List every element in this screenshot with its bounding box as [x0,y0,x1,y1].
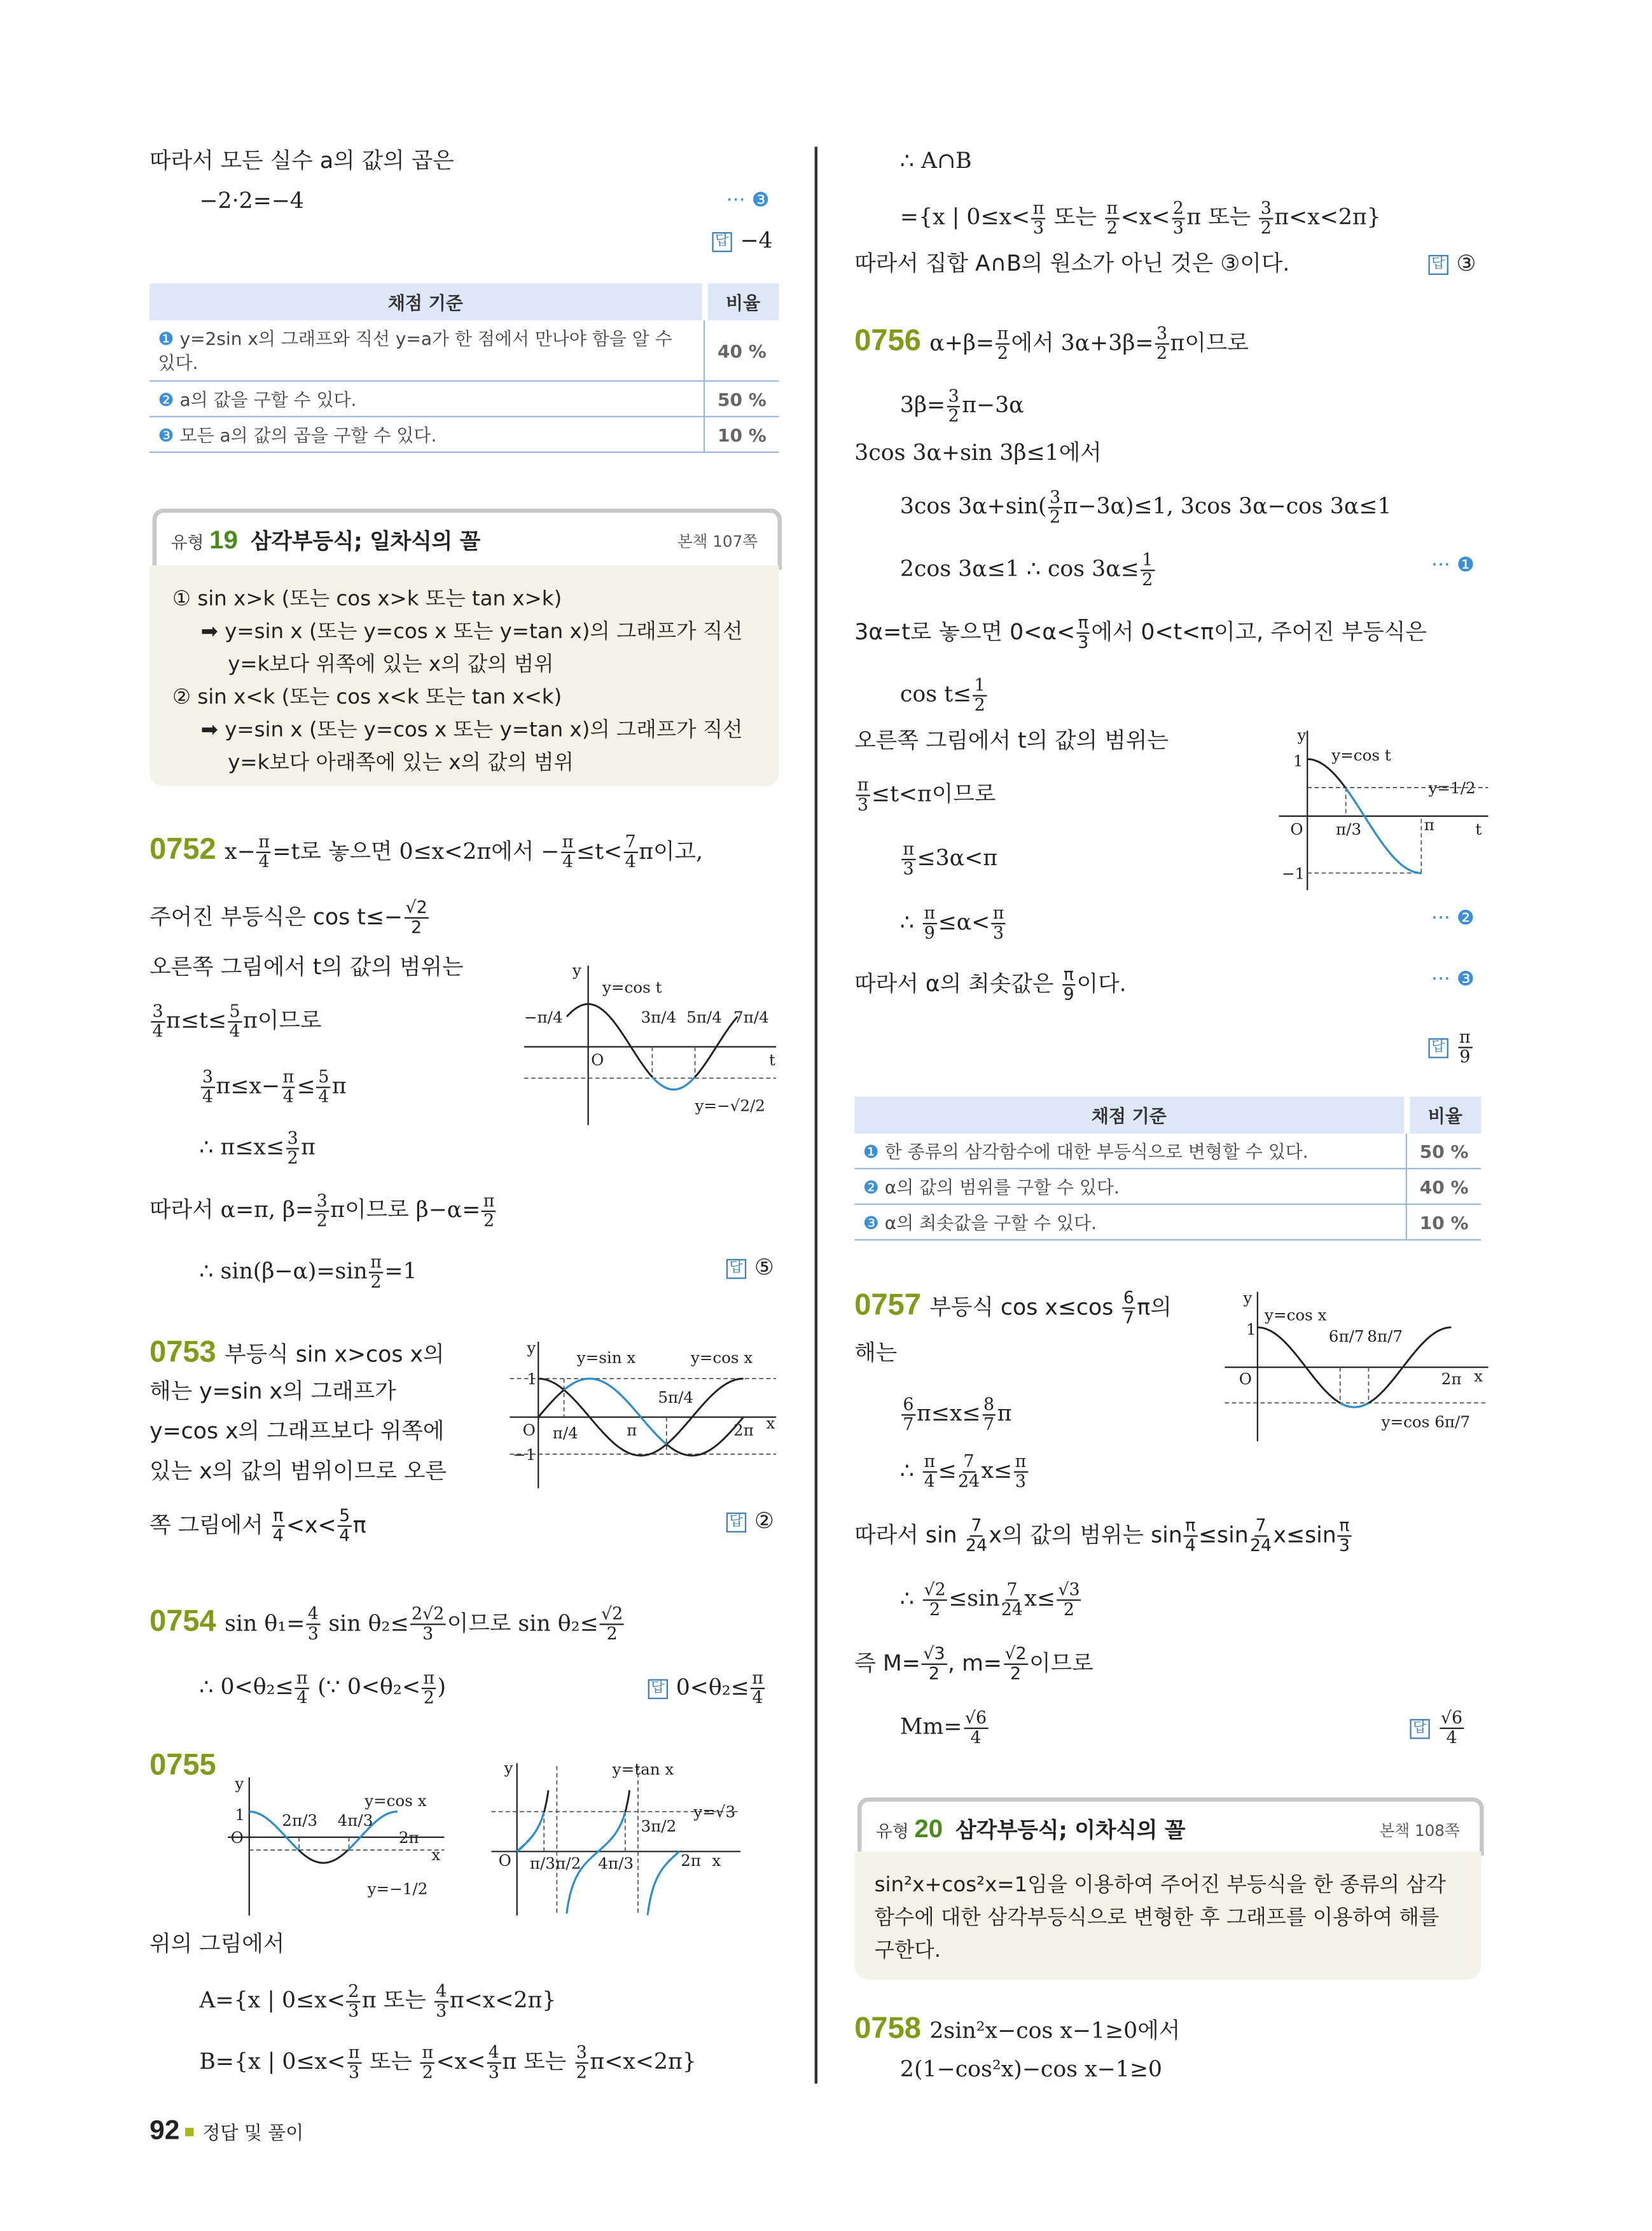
answer-icon: 답 [726,1259,746,1279]
problem-number: 0757 [854,1289,921,1322]
fraction: $\frac{\pi}{3}$ [1338,1515,1350,1555]
page-number: 92 [149,2116,180,2146]
math-line: A={x | 0≤x< $\frac{2}{3}$ π 또는 $\frac{4}{3}$ π<x<2π} [199,1981,557,2021]
answer-icon: 답 [1429,255,1448,275]
svg-text:4π/3: 4π/3 [337,1811,373,1830]
fraction: $\frac{3}{2}$ [947,387,961,426]
ratio: 50 % [704,381,779,417]
fraction: $\frac{\pi}{4}$ [1184,1515,1196,1555]
fraction: $\frac{3}{2}$ [1048,489,1062,527]
svg-text:π/2: π/2 [555,1854,581,1873]
criteria-text: 모든 a의 값의 곱을 구할 수 있다. [179,424,437,446]
fraction: $\frac{7}{24}$ [1250,1515,1272,1555]
svg-text:x: x [431,1845,441,1864]
svg-text:y=cos t: y=cos t [602,978,662,997]
svg-text:y=−√2/2: y=−√2/2 [695,1096,765,1115]
rule-line: 함수에 대한 삼각부등식으로 변형한 후 그래프를 이용하여 해를 [874,1907,1440,1930]
fraction: $\frac{\pi}{2}$ [369,1253,383,1291]
cos-highlight [1340,1403,1368,1407]
fraction: $\frac{5}{4}$ [338,1507,352,1545]
svg-text:x: x [766,1414,775,1433]
page-ref: 본책 108쪽 [1379,1821,1460,1840]
svg-text:−1: −1 [1281,864,1305,883]
text-line: 따라서 sin $\frac{7}{24}$ x의 값의 범위는 sin $\frac{\pi}{4}$ ≤sin $\frac{7}{24}$ x≤sin $\frac{\pi}{3}$ [854,1515,1350,1555]
svg-text:O: O [591,1050,604,1069]
fraction: $\frac{\pi}{2}$ [1105,199,1119,237]
rule-line: ② sin x<k (또는 cos x<k 또는 tan x<k) [172,686,562,709]
rule-line: ➡ y=sin x (또는 y=cos x 또는 y=tan x)의 그래프가 직선 [200,719,743,742]
graph-0757-labels [1239,1289,1483,1431]
svg-text:−1: −1 [512,1445,536,1464]
text-line: 주어진 부등식은 cos t≤− $\frac{√2}{2}$ [149,899,430,937]
answer-value: 0<θ₂≤ $\frac{\pi}{4}$ [676,1674,767,1700]
fraction: $\frac{√3}{2}$ [1057,1581,1081,1619]
fraction: $\frac{\pi}{4}$ [295,1669,309,1707]
math-line: x− $\frac{\pi}{4}$ =t로 놓으면 0≤x<2π에서 − $\frac{\pi}{4}$ ≤t< $\frac{7}{4}$ π이고, [225,831,704,872]
fraction: $\frac{4}{3}$ [434,1982,448,2020]
math-line: cos t≤ $\frac{1}{2}$ [900,676,988,714]
math-line: −2·2=−4 [199,188,304,214]
svg-text:2π: 2π [398,1828,419,1847]
problem-number: 0752 [149,832,216,866]
graph-0755-1-labels [231,1774,441,1898]
fraction: $\frac{4}{3}$ [487,2044,501,2082]
step-marker: ··· ❸ [1431,968,1475,992]
text-line: 위의 그림에서 [149,1931,285,1957]
svg-text:t: t [1475,819,1482,838]
math-line: B={x | 0≤x< $\frac{\pi}{3}$ 또는 $\frac{\pi}{2}$ <x< $\frac{4}{3}$ π 또는 $\frac{3}{2}$ π<x<2π} [199,2042,697,2083]
math-line: ∴ $\frac{\pi}{9}$ ≤α< $\frac{\pi}{3}$ [900,905,1007,943]
fraction: $\frac{√2}{2}$ [922,1581,947,1619]
svg-text:O: O [1239,1370,1252,1389]
fraction: $\frac{\pi}{2}$ [422,1669,436,1707]
math-line: $\frac{\pi}{3}$ ≤3α<π [900,840,997,879]
problem-number: 0754 [149,1604,216,1637]
math-line: $\frac{3}{4}$ π≤x− $\frac{\pi}{4}$ ≤ $\frac{5}{4}$ π [199,1068,346,1106]
fraction: $\frac{√2}{2}$ [404,899,429,937]
text-line: 따라서 모든 실수 a의 값의 곱은 [149,148,454,174]
step-marker: ❸ [863,1212,879,1234]
fraction: $\frac{\pi}{3}$ [1078,612,1089,653]
svg-text:y=cos x: y=cos x [690,1348,753,1367]
sin-highlight [564,1379,667,1444]
math-line: 3β= $\frac{3}{2}$ π−3α [899,386,1024,426]
svg-text:t: t [768,1050,775,1069]
svg-text:y=√3: y=√3 [693,1802,736,1821]
fraction: $\frac{6}{7}$ [1122,1289,1136,1327]
math-line: 따라서 α=π, β= $\frac{3}{2}$ π이므로 β−α= $\frac{\pi}{2}$ [149,1192,497,1230]
text-line: 따라서 α의 최솟값은 $\frac{\pi}{9}$ 이다. [854,964,1127,1004]
answer-value: ⑤ [754,1255,774,1281]
math-line: 3cos 3α+sin( $\frac{3}{2}$ π−3α)≤1, 3cos 3α−cos 3α≤1 [899,487,1392,527]
math-line: ∴ $\frac{√2}{2}$ ≤sin $\frac{7}{24}$ x≤ $\frac{√3}{2}$ [900,1581,1083,1619]
criteria-text: y=2sin x의 그래프와 직선 y=a가 한 점에서 만나야 함을 알 수 있다. [158,327,672,373]
text-line: 3α=t로 놓으면 0<α< $\frac{\pi}{3}$ 에서 0<t<π이고, 주어진 부등식은 [854,612,1427,653]
svg-text:1: 1 [235,1805,246,1824]
math-line: 2sin²x−cos x−1≥0에서 [929,2018,1181,2044]
svg-text:5π/4: 5π/4 [658,1388,694,1407]
step-marker: ··· ❶ [1431,553,1475,577]
fraction: $\frac{3}{2}$ [1155,324,1169,363]
svg-text:y=−1/2: y=−1/2 [367,1879,428,1898]
svg-text:2π: 2π [1441,1370,1462,1389]
text-line: 오른쪽 그림에서 t의 값의 범위는 [854,728,1169,754]
math-line: ={x | 0≤x< $\frac{\pi}{3}$ 또는 $\frac{\pi}{2}$ <x< $\frac{2}{3}$ π 또는 $\frac{3}{2}$ π<x<2π} [899,198,1381,238]
tan-highlight [517,1812,545,1851]
rule-line: sin²x+cos²x=1임을 이용하여 주어진 부등식을 한 종류의 삼각 [874,1874,1447,1898]
svg-text:x: x [1474,1366,1483,1386]
svg-text:O: O [230,1828,244,1847]
header-criteria: 채점 기준 [149,284,704,321]
step-marker: ❸ [158,424,174,446]
svg-text:O: O [522,1421,536,1440]
step-marker: ··· ❷ [1431,907,1475,930]
rule-line: 구한다. [874,1940,941,1963]
svg-text:1: 1 [1246,1319,1256,1338]
fraction: $\frac{7}{24}$ [1001,1579,1024,1620]
answer-icon: 답 [712,232,732,252]
fraction: $\frac{\pi}{9}$ [1458,1028,1472,1066]
svg-text:π: π [1424,816,1434,835]
answer-icon: 답 [1429,1038,1448,1057]
rule-line: ① sin x>k (또는 cos x>k 또는 tan x>k) [172,588,562,611]
criteria-text: 한 종류의 삼각함수에 대한 부등식으로 변형할 수 있다. [884,1141,1308,1162]
svg-text:1: 1 [1293,751,1303,770]
fraction: $\frac{5}{4}$ [317,1068,331,1106]
answer-icon: 답 [648,1678,668,1698]
svg-text:y: y [235,1774,244,1793]
svg-text:π/3: π/3 [1335,819,1362,838]
svg-text:O: O [498,1851,511,1870]
graph-0755-2-labels [499,1758,736,1872]
footer-label: 정답 및 풀이 [202,2123,304,2145]
math-line: α+β= $\frac{\pi}{2}$ 에서 3α+3β= $\frac{3}{2}$ π이므로 [929,323,1249,363]
fraction: $\frac{8}{7}$ [982,1396,996,1434]
fraction: $\frac{2√2}{3}$ [410,1605,446,1643]
svg-text:4π/3: 4π/3 [598,1854,634,1873]
math-line: ∴ $\frac{\pi}{4}$ ≤ $\frac{7}{24}$ x≤ $\frac{\pi}{3}$ [900,1453,1029,1491]
fraction: $\frac{7}{24}$ [958,1451,980,1492]
tan-highlight [648,1851,679,1915]
svg-text:y=cos x: y=cos x [364,1791,427,1810]
math-line: $\frac{3}{4}$ π≤t≤ $\frac{5}{4}$ π이므로 [149,1003,321,1041]
fraction: $\frac{2}{3}$ [347,1982,361,2020]
answer-value: ③ [1456,251,1476,277]
math-line: ∴ A∩B [899,148,972,174]
fraction: $\frac{\pi}{4}$ [272,1505,284,1546]
fraction: $\frac{\pi}{9}$ [1063,964,1074,1004]
svg-text:y=cos 6π/7: y=cos 6π/7 [1381,1412,1470,1431]
rule-line: y=k보다 아래쪽에 있는 x의 값의 범위 [228,752,574,775]
ratio: 50 % [1406,1134,1482,1169]
guide-lines [249,788,1489,1915]
svg-text:5π/4: 5π/4 [686,1008,722,1027]
svg-text:y: y [504,1758,513,1777]
fraction: $\frac{1}{2}$ [1141,551,1155,589]
header-ratio: 비율 [1406,1097,1482,1134]
page-ref: 본책 107쪽 [677,532,758,552]
fraction: $\frac{\pi}{2}$ [482,1192,496,1230]
problem-number: 0755 [149,1749,216,1782]
math-line: ∴ 0<θ₂≤ $\frac{\pi}{4}$ (∵ 0<θ₂< $\frac{\pi}{2}$ ) [199,1667,447,1708]
step-marker: ❶ [863,1141,879,1162]
svg-text:y: y [527,1338,536,1357]
fraction: $\frac{4}{3}$ [307,1605,321,1643]
fraction: $\frac{\pi}{3}$ [901,840,915,879]
fraction: $\frac{√2}{2}$ [600,1605,625,1643]
svg-text:2π: 2π [681,1851,701,1870]
text-line: 부등식 sin x>cos x의 [225,1341,445,1368]
type-title: 삼각부등식; 일차식의 꼴 [251,528,481,554]
fraction: $\frac{\pi}{2}$ [996,324,1010,363]
type-label: 유형 20 [875,1814,943,1844]
answer-icon: 답 [1410,1718,1429,1738]
fraction: $\frac{\pi}{4}$ [751,1669,765,1707]
text-line: 즉 M= $\frac{√3}{2}$ , m= $\frac{√2}{2}$ 이므로 [854,1643,1093,1684]
cos-highlight [652,1077,695,1090]
svg-text:2π: 2π [733,1421,754,1440]
math-line: $\frac{\pi}{3}$ ≤t<π이므로 [854,776,996,814]
svg-text:O: O [1290,819,1303,838]
text-line: y=cos x의 그래프보다 위쪽에 [149,1418,445,1445]
svg-text:3π/4: 3π/4 [641,1008,677,1027]
answer-value: ② [754,1508,774,1534]
fraction: $\frac{\pi}{3}$ [856,776,870,814]
svg-text:y=1/2: y=1/2 [1428,779,1476,798]
step-marker: ❷ [863,1176,879,1198]
math-line: $\frac{6}{7}$ π≤x≤ $\frac{8}{7}$ π [900,1396,1011,1434]
fraction: $\frac{\pi}{3}$ [1031,199,1045,237]
text-line: 해는 [854,1340,898,1366]
answer-value: −4 [740,228,773,254]
criteria-text: α의 값의 범위를 구할 수 있다. [884,1176,1120,1198]
text-line: 부등식 cos x≤cos $\frac{6}{7}$ π의 [929,1287,1172,1328]
math-line: sin θ₁= $\frac{4}{3}$ sin θ₂≤ $\frac{2√2}{3}$ 이므로 sin θ₂≤ $\frac{√2}{2}$ [225,1610,626,1636]
fraction: $\frac{\pi}{9}$ [922,905,936,943]
problem-number: 0758 [854,2012,921,2045]
graph-0756-labels [1282,726,1482,882]
fraction: $\frac{7}{4}$ [623,833,637,872]
svg-text:y=tan x: y=tan x [612,1760,674,1779]
svg-text:π/3: π/3 [529,1854,555,1873]
fraction: $\frac{\pi}{4}$ [257,833,271,872]
math-line: ∴ sin(β−α)=sin $\frac{\pi}{2}$ =1 [199,1251,417,1292]
svg-text:−π/4: −π/4 [524,1008,563,1027]
fraction: $\frac{3}{2}$ [575,2044,589,2082]
fraction: $\frac{\pi}{2}$ [420,2044,434,2082]
fraction: $\frac{7}{24}$ [965,1515,988,1555]
fraction: $\frac{√6}{4}$ [1440,1709,1464,1748]
svg-text:y: y [572,961,581,980]
svg-text:π/4: π/4 [552,1424,578,1443]
svg-text:7π/4: 7π/4 [733,1008,769,1027]
fraction: $\frac{1}{2}$ [973,676,987,714]
svg-text:x: x [712,1851,721,1870]
step-marker: ❷ [158,389,174,410]
svg-text:1: 1 [527,1370,538,1389]
fraction: $\frac{3}{4}$ [151,1003,165,1041]
svg-text:8π/7: 8π/7 [1367,1326,1403,1345]
svg-text:y=cos t: y=cos t [1331,746,1391,765]
step-marker: ❶ [158,327,174,349]
step-marker: ··· ❸ [726,189,770,212]
rule-line: y=k보다 위쪽에 있는 x의 값의 범위 [228,653,554,677]
math-line: ∴ π≤x≤ $\frac{3}{2}$ π [199,1128,316,1168]
header-ratio: 비율 [704,284,779,321]
ratio: 10 % [704,417,779,452]
fraction: $\frac{\pi}{3}$ [992,905,1006,943]
criteria-text: α의 최솟값을 구할 수 있다. [884,1212,1097,1234]
fraction: $\frac{3}{2}$ [315,1192,329,1230]
rule-line: ➡ y=sin x (또는 y=cos x 또는 y=tan x)의 그래프가 직선 [200,621,743,644]
svg-text:π: π [627,1421,637,1440]
answer-icon: 답 [726,1513,746,1533]
svg-text:3π/2: 3π/2 [641,1817,677,1836]
fraction: $\frac{3}{2}$ [286,1129,300,1167]
fraction: $\frac{6}{7}$ [901,1396,915,1434]
fraction: $\frac{\pi}{4}$ [561,833,575,872]
text-line: 오른쪽 그림에서 t의 값의 범위는 [149,954,464,980]
fraction: $\frac{√2}{2}$ [1003,1645,1028,1683]
svg-text:y=sin x: y=sin x [576,1348,636,1367]
fraction: $\frac{√6}{4}$ [964,1709,989,1748]
fraction: $\frac{5}{4}$ [228,1003,242,1041]
svg-text:2π/3: 2π/3 [282,1811,318,1830]
fraction: $\frac{3}{2}$ [1260,199,1274,237]
criteria-text: a의 값을 구할 수 있다. [179,389,357,410]
header-criteria: 채점 기준 [854,1097,1406,1134]
problem-number: 0756 [854,324,921,357]
ratio: 40 % [704,321,779,381]
math-line: 2(1−cos²x)−cos x−1≥0 [899,2056,1163,2083]
fraction: $\frac{\pi}{3}$ [1013,1453,1027,1491]
ratio: 10 % [1406,1204,1482,1240]
svg-text:y: y [1243,1288,1253,1307]
svg-text:y=cos x: y=cos x [1265,1305,1327,1324]
math-line: 3cos 3α+sin 3β≤1에서 [854,440,1102,466]
graph-0752-labels [524,961,775,1115]
math-line: 2cos 3α≤1 ∴ cos 3α≤ $\frac{1}{2}$ [900,551,1156,589]
fraction: $\frac{2}{3}$ [1172,199,1186,237]
type-title: 삼각부등식; 이차식의 꼴 [955,1817,1186,1844]
type-label: 유형 19 [170,525,238,554]
problem-number: 0753 [149,1335,216,1369]
text-line: 해는 y=sin x의 그래프가 [149,1379,396,1405]
svg-text:6π/7: 6π/7 [1328,1326,1364,1345]
ratio: 40 % [1406,1169,1482,1204]
fraction: $\frac{3}{4}$ [201,1068,215,1106]
fraction: $\frac{√3}{2}$ [922,1645,947,1683]
curves [249,759,1452,1915]
math-line: Mm= $\frac{√6}{4}$ [900,1709,990,1748]
text-line: 있는 x의 값의 범위이므로 오른 [149,1458,447,1484]
fraction: $\frac{\pi}{4}$ [281,1068,295,1106]
fraction: $\frac{\pi}{4}$ [922,1453,936,1491]
text-line: 쪽 그림에서 $\frac{\pi}{4}$ <x< $\frac{5}{4}$ π [149,1505,366,1546]
fraction: $\frac{\pi}{3}$ [347,2044,361,2082]
text-line: 따라서 집합 A∩B의 원소가 아닌 것은 ③이다. [854,251,1290,277]
svg-text:y: y [1297,726,1307,745]
